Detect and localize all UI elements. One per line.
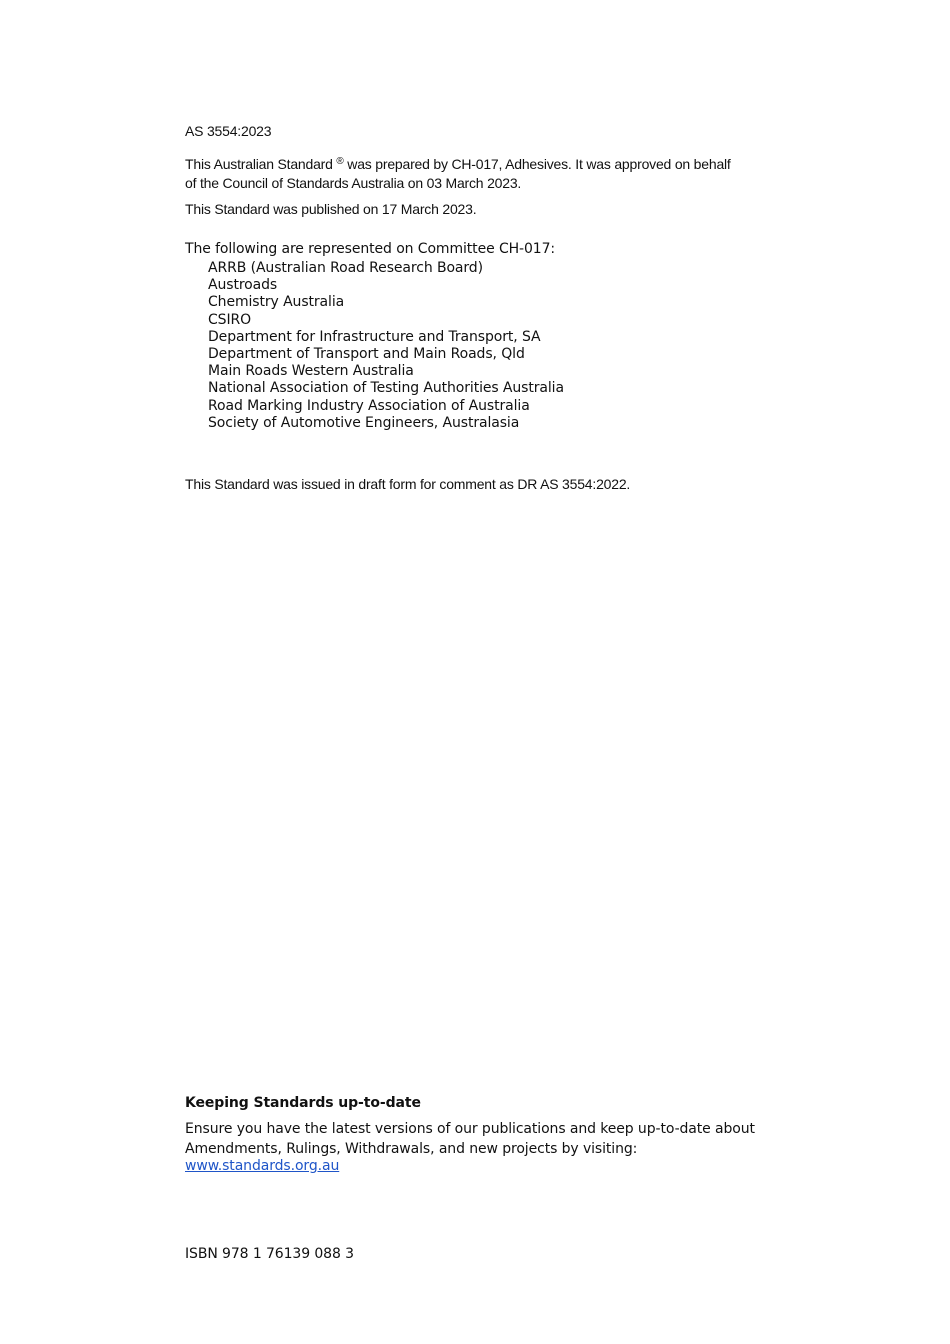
committee-member: Main Roads Western Australia [208,363,414,380]
keeping-text-line2: Amendments, Rulings, Withdrawals, and new projects by visiting: [185,1141,638,1157]
committee-member: CSIRO [208,311,252,328]
publication-date-statement: This Standard was published on 17 March 2023. [185,201,477,217]
approval-text-start: This Australian Standard [185,156,337,172]
committee-member: Austroads [208,277,278,294]
standards-website-link[interactable]: www.standards.org.au [185,1158,340,1174]
keeping-up-to-date-heading: Keeping Standards up-to-date [185,1095,421,1111]
committee-member: Society of Automotive Engineers, Australasia [208,414,520,431]
registered-mark: ® [336,156,344,167]
committee-member: National Association of Testing Authorities Australia [208,380,564,397]
isbn: ISBN 978 1 76139 088 3 [185,1246,354,1262]
approval-text-line2: of the Council of Standards Australia on 03 March 2023. [185,175,522,191]
committee-member: Chemistry Australia [208,294,345,311]
keeping-text-line1: Ensure you have the latest versions of our publications and keep up-to-date about [185,1121,755,1137]
draft-note: This Standard was issued in draft form for comment as DR AS 3554:2022. [185,476,631,492]
committee-member: Road Marking Industry Association of Australia [208,397,530,414]
approval-text-end: was prepared by CH-017, Adhesives. It was approved on behalf [343,156,731,172]
approval-statement [185,155,785,193]
document-id: AS 3554:2023 [185,123,272,139]
keeping-up-to-date-text [185,1119,785,1159]
committee-member: Department of Transport and Main Roads, Qld [208,345,525,362]
committee-member: ARRB (Australian Road Research Board) [208,260,483,276]
committee-intro: The following are represented on Committee CH-017: [185,241,556,257]
committee-member: Department for Infrastructure and Transport, SA [208,328,541,345]
committee-member-list [208,260,564,432]
